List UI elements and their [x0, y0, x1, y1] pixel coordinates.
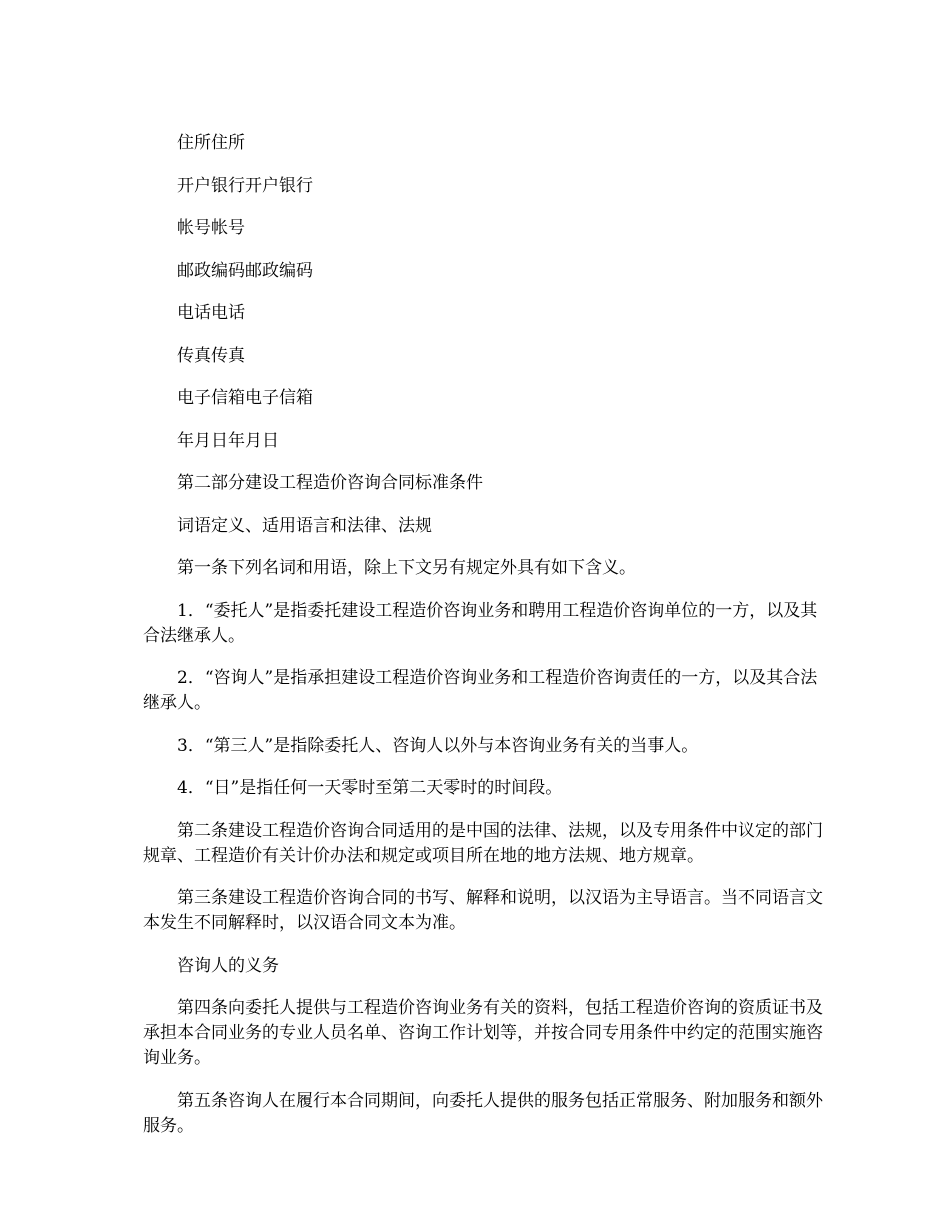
article-4: 第四条向委托人提供与工程造价咨询业务有关的资料，包括工程造价咨询的资质证书及承担本合同业务的专业人员名单、咨询工作计划等，并按合同专用条件中约定的范围实施咨询业务。: [143, 998, 823, 1068]
article-3: 第三条建设工程造价咨询合同的书写、解释和说明，以汉语为主导语言。当不同语言文本发生不同解释时，以汉语合同文本为准。: [143, 888, 823, 933]
paragraph-phone: 电话电话: [177, 303, 245, 323]
section-heading: 第二部分建设工程造价咨询合同标准条件: [177, 473, 483, 493]
article-1: 第一条下列名词和用语，除上下文另有规定外具有如下含义。: [177, 558, 636, 578]
paragraph-date: 年月日年月日: [177, 430, 279, 451]
paragraph-postcode: 邮政编码邮政编码: [177, 260, 313, 281]
definition-4: 4．“日”是指任何一天零时至第二天零时的时间段。: [177, 778, 563, 798]
document-body: [143, 131, 823, 1156]
article-5: 第五条咨询人在履行本合同期间，向委托人提供的服务包括正常服务、附加服务和额外服务。: [143, 1090, 823, 1136]
definition-2: 2．“咨询人”是指承担建设工程造价咨询业务和工程造价咨询责任的一方，以及其合法继承人。: [143, 668, 818, 713]
definition-1: 1．“委托人”是指委托建设工程造价咨询业务和聘用工程造价咨询单位的一方，以及其合法继承人。: [143, 600, 818, 646]
subsection-heading-definitions: 词语定义、适用语言和法律、法规: [177, 515, 432, 536]
paragraph-fax: 传真传真: [177, 345, 245, 366]
paragraph-address: 住所住所: [177, 133, 245, 153]
article-2: 第二条建设工程造价咨询合同适用的是中国的法律、法规，以及专用条件中议定的部门规章、工程造价有关计价办法和规定或项目所在地的地方法规、地方规章。: [143, 820, 823, 866]
definition-3: 3．“第三人”是指除委托人、咨询人以外与本咨询业务有关的当事人。: [177, 735, 699, 756]
paragraph-account: 帐号帐号: [177, 218, 245, 238]
subsection-heading-obligations: 咨询人的义务: [177, 955, 279, 976]
paragraph-email: 电子信箱电子信箱: [177, 388, 313, 408]
paragraph-bank: 开户银行开户银行: [177, 175, 313, 196]
